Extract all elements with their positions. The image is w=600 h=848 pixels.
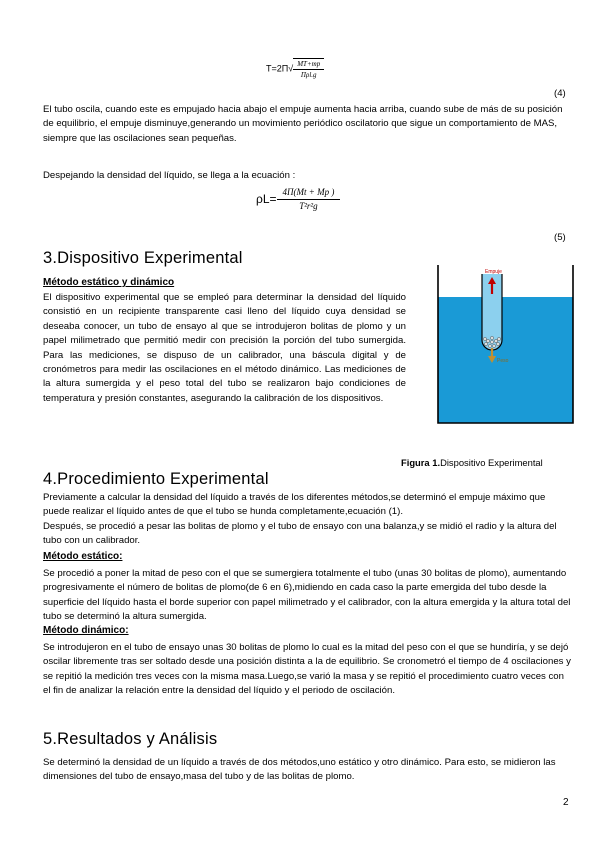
equation-5-fraction [277, 187, 341, 211]
static-method-body: Se procedió a poner la mitad de peso con el que se sumergiera totalmente el tubo (unas 30 bolitas de plomo), aumentando progresivamente el número de bolitas de plomo(de 6 en 6),midiendo en cada caso la parte emergida del tubo desde la superficie del líquido hasta el borde superior con papel milimetrado y el calibrador, con la altura emergida y la altura total del tubo se determinó la altura sumergida. [43, 568, 571, 623]
equation-5-number: (5) [554, 232, 566, 243]
sqrt-sign: √ [288, 63, 294, 74]
paragraph-oscillation: El tubo oscila, cuando este es empujado hacia abajo el empuje aumenta hacia arriba, cuando sube de más de su posición de equilibrio, el empuje disminuye,generando un movimiento periódico oscilatorio que sigue un comportamiento de MAS, siempre que las oscilaciones sean pequeñas. [43, 104, 563, 144]
figure-1-diagram [435, 262, 580, 428]
equation-4-lhs: T=2Π [266, 63, 289, 74]
section-4-intro-2: Después, se procedió a pesar las bolitas de plomo y el tubo de ensayo con una balanza,y se midió el radio y la altura del tubo con un calibrador. [43, 521, 557, 547]
figure-1 [435, 262, 580, 428]
figure-1-caption [401, 457, 543, 468]
section-5-title: 5.Resultados y Análisis [43, 730, 218, 748]
equation-5-denominator: T²r²g [299, 201, 318, 211]
equation-5 [256, 187, 340, 211]
figure-1-caption-text: Dispositivo Experimental [440, 457, 543, 468]
label-peso: Peso [497, 358, 509, 364]
page-number: 2 [563, 797, 569, 808]
equation-4 [266, 58, 324, 79]
equation-5-lhs: ρL= [256, 192, 277, 206]
section-5-body: Se determinó la densidad de un líquido a través de dos métodos,uno estático y otro dinámico. Para esto, se midieron las dimensiones del tubo de ensayo,masa del tubo y de las bolitas de plomo. [43, 757, 556, 783]
section-4-title: 4.Procedimiento Experimental [43, 470, 269, 488]
section-3-title: 3.Dispositivo Experimental [43, 249, 243, 267]
section-3-body: El dispositivo experimental que se empleó para determinar la densidad del líquido consistió en un recipiente transparente casi lleno del líquido cuya densidad se deseaba conocer, un tubo de ensayo al que se introdujeron bolitas de plomo y un papel milimetrado que permitió medir con precisión la porción del tubo sumergida. Para las mediciones, se dispuso de un calibrador, una báscula digital y de cronómetros para medir las oscilaciones en el método dinámico. Las mediciones de la altura sumergida y el peso total del tubo se realizaron bajo condiciones de temperatura y presión constantes, asegurando la calibración de los dispositivos. [43, 292, 406, 404]
label-empuje: Empuje [485, 269, 502, 275]
equation-4-fraction [293, 58, 324, 79]
equation-4-number: (4) [554, 88, 566, 99]
equation-4-numerator: MT+mp [293, 60, 324, 70]
equation-5-numerator: 4Π(Mt + Mp ) [277, 187, 341, 200]
static-method-title: Método estático: [43, 551, 123, 562]
equation-4-denominator: Πρl.g [300, 71, 317, 79]
section-4-intro: Previamente a calcular la densidad del líquido a través de los diferentes métodos,se determinó el empuje máximo que puede realizar el líquido antes de que el tubo se hunda completamente,ecuación (1). [43, 492, 546, 518]
figure-1-caption-label: Figura 1. [401, 457, 441, 468]
dynamic-method-body: Se introdujeron en el tubo de ensayo unas 30 bolitas de plomo lo cual es la mitad del peso con el que se hundiría, y se dejó oscilar libremente tras ser soltado desde una posición distinta a la de equilibrio. Se cronometró el tiempo de 4 oscilaciones y se repitió la medición tres veces con la misma masa.Luego,se varió la masa y se repitió el procedimiento cuatro veces con el fin de analizar la relación entre la densidad del líquido y el periodo de oscilación. [43, 642, 571, 697]
paragraph-despejando: Despejando la densidad del líquido, se llega a la ecuación : [43, 170, 296, 181]
dynamic-method-title: Método dinámico: [43, 625, 129, 636]
section-3-subtitle: Método estático y dinámico [43, 277, 175, 288]
